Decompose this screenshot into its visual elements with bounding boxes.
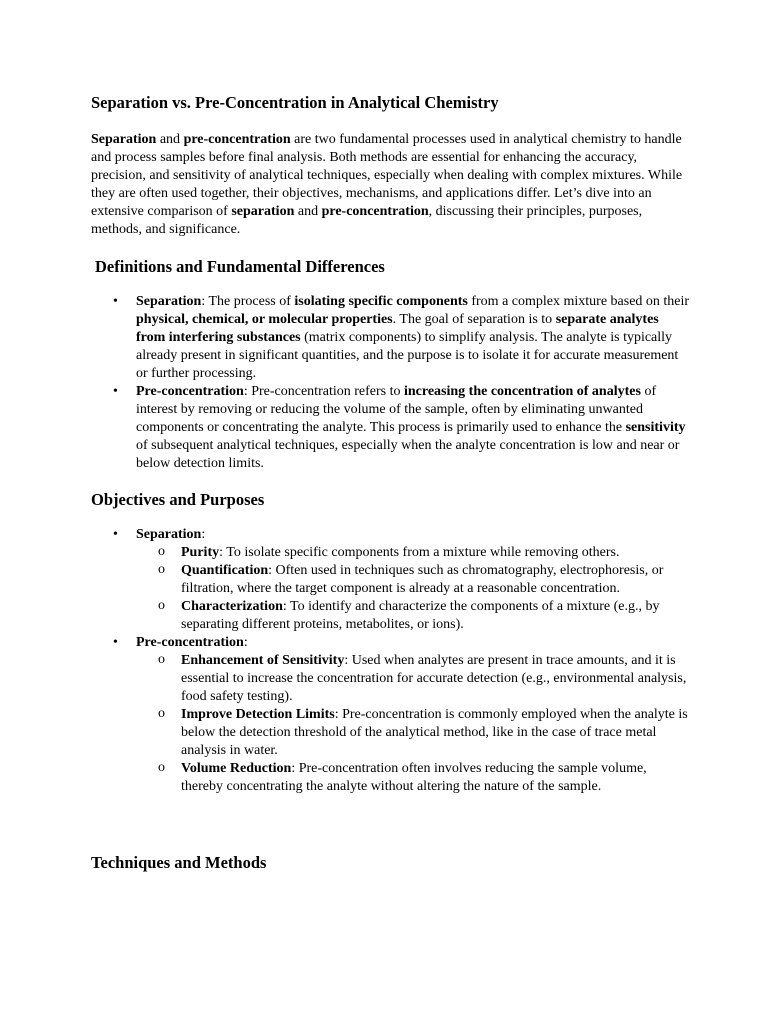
intro-text: and (294, 204, 322, 219)
sub-term: Characterization (181, 599, 283, 614)
bullet-icon: • (113, 527, 118, 542)
bullet-icon: • (113, 635, 118, 650)
bullet-icon: • (113, 294, 118, 309)
intro-text: are two fundamental processes used in analytical chemistry to handle and process samples before final analysis. Both methods are essential for enhancing the accuracy, precision, and sensitivity of analytical techniques, especially when dealing with complex mixtures. While they are often used together, their objectives, mechanisms, and applications differ. Let’s dive into an extensive comparison of (91, 132, 683, 219)
sublist-item (136, 706, 691, 760)
colon-text: : (201, 527, 206, 542)
definition-text: of interest by removing or reducing the volume of the sample, often by eliminating unwanted components or concentrating the analyte. This process is primarily used to enhance the (136, 384, 657, 435)
sub-bullet-icon: o (158, 706, 165, 721)
sub-text: : Pre-concentration often involves reducing the sample volume, thereby concentrating the analyte without altering the nature of the sample. (181, 761, 647, 794)
definition-text: . The goal of separation is to (392, 312, 556, 327)
emphasis-text: separate analytes from interfering substances (136, 312, 659, 345)
sub-term: Purity (181, 545, 220, 560)
sub-text: : To isolate specific components from a mixture while removing others. (219, 545, 620, 560)
sub-bullet-icon: o (158, 652, 165, 667)
sublist-item (136, 544, 691, 562)
definition-text: : The process of (201, 294, 295, 309)
intro-text: , discussing their principles, purposes, methods, and significance. (91, 204, 643, 237)
intro-term-separation: Separation (91, 132, 157, 147)
sub-term: Volume Reduction (181, 761, 292, 776)
sub-term: Quantification (181, 563, 269, 578)
intro-term-separation: separation (231, 204, 295, 219)
sub-bullet-icon: o (158, 562, 165, 577)
term-preconcentration: Pre-concentration (136, 384, 244, 399)
emphasis-text: physical, chemical, or molecular properties (136, 312, 393, 327)
sub-bullet-icon: o (158, 544, 165, 559)
section-heading-definitions: Definitions and Fundamental Differences (95, 257, 385, 276)
emphasis-text: increasing the concentration of analytes (403, 384, 641, 399)
document-body (91, 93, 691, 873)
sublist-item (136, 652, 691, 706)
sublist-item (136, 760, 691, 796)
section-heading-techniques: Techniques and Methods (91, 853, 267, 872)
emphasis-text: isolating specific components (294, 294, 468, 309)
definitions-list (91, 293, 691, 473)
intro-text: and (156, 132, 184, 147)
sub-text: : Used when analytes are present in trace amounts, and it is essential to increase the concentration for accurate detection (e.g., environmental analysis, food safety testing). (181, 653, 687, 704)
sublist-item (136, 598, 691, 634)
sublist-item (136, 562, 691, 598)
sub-term: Enhancement of Sensitivity (181, 653, 345, 668)
sublist-separation (136, 544, 691, 634)
sub-text: : Often used in techniques such as chromatography, electrophoresis, or filtration, where the target component is already at a reasonable concentration. (181, 563, 664, 596)
list-item (91, 634, 691, 796)
page-title: Separation vs. Pre-Concentration in Analytical Chemistry (91, 93, 499, 112)
term-separation: Separation (136, 294, 202, 309)
intro-term-preconcentration: pre-concentration (183, 132, 291, 147)
definition-text: (matrix components) to simplify analysis. The analyte is typically already present in significant quantities, and the purpose is to isolate it for accurate measurement or further processing. (136, 330, 679, 381)
emphasis-text: sensitivity (625, 420, 686, 435)
definition-text: : Pre-concentration refers to (243, 384, 404, 399)
sub-term: Improve Detection Limits (181, 707, 335, 722)
term-preconcentration: Pre-concentration (136, 635, 244, 650)
list-item (91, 293, 691, 383)
objectives-list (91, 526, 691, 796)
colon-text: : (243, 635, 248, 650)
sub-text: : To identify and characterize the components of a mixture (e.g., by separating different proteins, metabolites, or ions). (181, 599, 660, 632)
section-heading-objectives: Objectives and Purposes (91, 490, 265, 509)
definition-text: from a complex mixture based on their (467, 294, 690, 309)
term-separation: Separation (136, 527, 202, 542)
sub-bullet-icon: o (158, 760, 165, 775)
sub-bullet-icon: o (158, 598, 165, 613)
sub-text: : Pre-concentration is commonly employed when the analyte is below the detection threshold of the analytical method, like in the case of trace metal analysis in water. (181, 707, 688, 758)
sublist-preconcentration (136, 652, 691, 796)
definition-text: of subsequent analytical techniques, especially when the analyte concentration is low and near or below detection limits. (136, 438, 680, 471)
bullet-icon: • (113, 384, 118, 399)
list-item (91, 526, 691, 634)
intro-term-preconcentration: pre-concentration (321, 204, 429, 219)
intro-paragraph (91, 131, 691, 239)
list-item (91, 383, 691, 473)
